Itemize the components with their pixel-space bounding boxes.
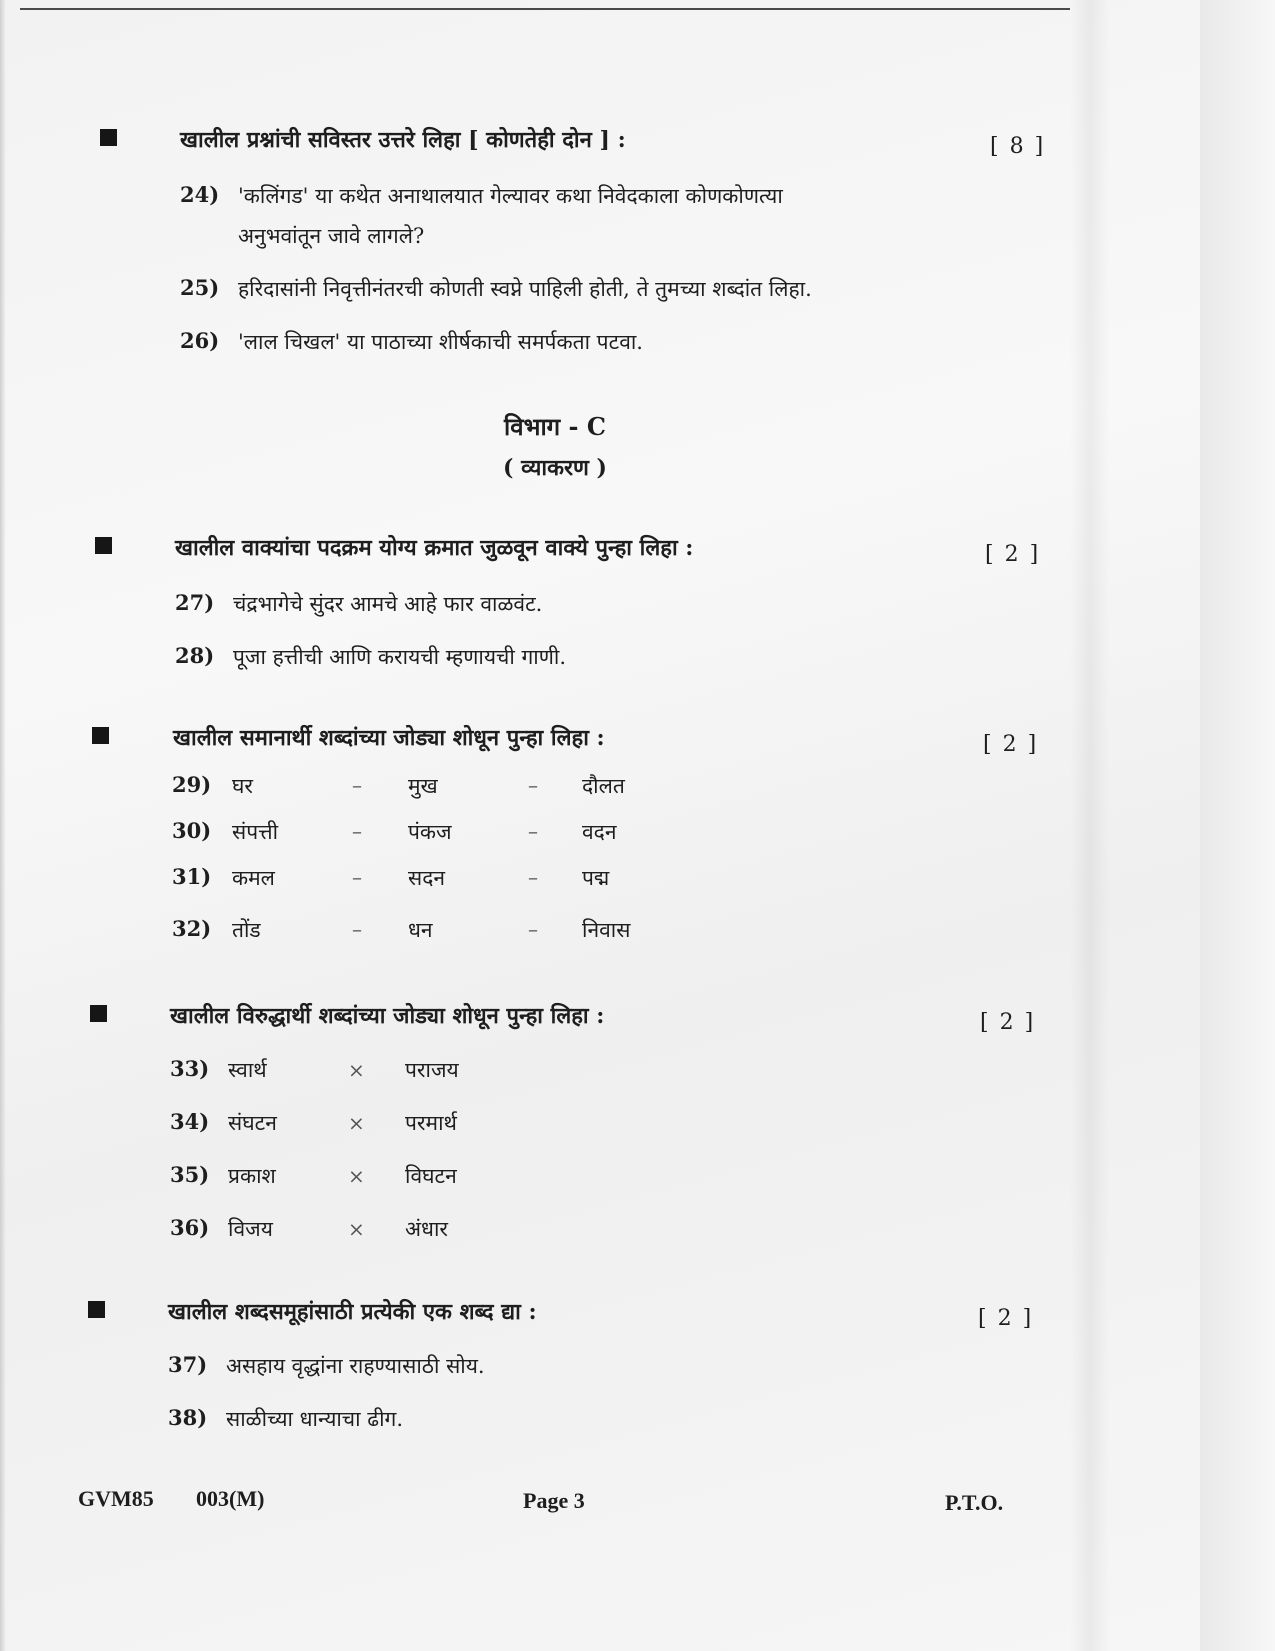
word-col2: पंकज (408, 820, 452, 844)
word-col1: कमल (232, 866, 275, 890)
section-bullet (88, 1301, 105, 1318)
dash-separator: – (528, 819, 538, 843)
word-col1: विजय (228, 1217, 273, 1241)
section-heading-antonyms: खालील विरुद्धार्थी शब्दांच्या जोड्या शोधून पुन्हा लिहा : (170, 1003, 605, 1029)
word-col3: निवास (582, 918, 631, 942)
left-edge-line (0, 0, 6, 1651)
dash-separator: – (352, 865, 362, 889)
dash-separator: – (352, 773, 362, 797)
section-bullet (100, 129, 117, 146)
marks-badge: [ 2 ] (980, 1010, 1036, 1035)
section-heading-one-word: खालील शब्दसमूहांसाठी प्रत्येकी एक शब्द द्या : (168, 1299, 537, 1325)
cross-separator: × (348, 1217, 365, 1241)
question-text: साळीच्या धान्याचा ढीग. (226, 1407, 404, 1431)
section-heading-long-answers: खालील प्रश्नांची सविस्तर उत्तरे लिहा [ कोणतेही दोन ] : (180, 127, 626, 153)
footer-page-number: Page 3 (523, 1488, 585, 1513)
section-bullet (92, 727, 109, 744)
word-col1: घर (232, 774, 253, 798)
word-col1: संपत्ती (232, 820, 279, 844)
section-heading-reorder: खालील वाक्यांचा पदक्रम योग्य क्रमात जुळवून वाक्ये पुन्हा लिहा : (175, 535, 694, 561)
question-text: असहाय वृद्धांना राहण्यासाठी सोय. (226, 1354, 485, 1378)
question-number: 36) (170, 1215, 210, 1240)
question-text: 'लाल चिखल' या पाठाच्या शीर्षकाची समर्पकता पटवा. (238, 330, 643, 354)
dash-separator: – (528, 773, 538, 797)
marks-badge: [ 2 ] (983, 732, 1039, 757)
question-number: 37) (168, 1352, 208, 1377)
question-number: 28) (175, 643, 215, 668)
division-subtitle: ( व्याकरण ) (503, 455, 607, 481)
question-text: चंद्रभागेचे सुंदर आमचे आहे फार वाळवंट. (233, 592, 543, 616)
question-text-continued: अनुभवांतून जावे लागले? (238, 224, 425, 248)
question-number: 35) (170, 1162, 210, 1187)
word-col2: धन (408, 918, 433, 942)
word-col2: विघटन (405, 1164, 457, 1188)
word-col1: तोंड (232, 918, 261, 942)
footer-code: GVM85 (78, 1486, 154, 1511)
question-number: 31) (172, 864, 212, 889)
word-col1: स्वार्थ (228, 1058, 267, 1082)
question-text: 'कलिंगड' या कथेत अनाथालयात गेल्यावर कथा निवेदकाला कोणकोणत्या (238, 184, 783, 208)
marks-badge: [ 8 ] (990, 134, 1046, 159)
footer-pto: P.T.O. (945, 1490, 1004, 1515)
dash-separator: – (352, 819, 362, 843)
question-number: 25) (180, 275, 220, 300)
word-col2: अंधार (405, 1217, 448, 1241)
section-bullet (90, 1005, 107, 1022)
question-number: 30) (172, 818, 212, 843)
cross-separator: × (348, 1164, 365, 1188)
dash-separator: – (528, 917, 538, 941)
footer-paper-code: 003(M) (196, 1486, 265, 1511)
question-text: पूजा हत्तीची आणि करायची म्हणायची गाणी. (233, 645, 567, 669)
marks-badge: [ 2 ] (985, 542, 1041, 567)
paper-fold-shadow (1070, 0, 1110, 1651)
word-col2: मुख (408, 774, 438, 798)
section-bullet (95, 537, 112, 554)
page-edge (1200, 0, 1275, 1651)
question-number: 32) (172, 916, 212, 941)
question-number: 24) (180, 182, 220, 207)
division-title: विभाग - C (504, 412, 606, 441)
cross-separator: × (348, 1058, 365, 1082)
question-number: 27) (175, 590, 215, 615)
question-number: 29) (172, 772, 212, 797)
section-heading-synonyms: खालील समानार्थी शब्दांच्या जोड्या शोधून पुन्हा लिहा : (173, 725, 605, 751)
word-col1: प्रकाश (228, 1164, 276, 1188)
word-col1: संघटन (228, 1111, 277, 1135)
dash-separator: – (352, 917, 362, 941)
question-text: हरिदासांनी निवृत्तीनंतरची कोणती स्वप्ने पाहिली होती, ते तुमच्या शब्दांत लिहा. (238, 277, 812, 301)
word-col2: पराजय (405, 1058, 459, 1082)
question-number: 26) (180, 328, 220, 353)
marks-badge: [ 2 ] (978, 1306, 1034, 1331)
word-col3: पद्म (582, 866, 610, 890)
cross-separator: × (348, 1111, 365, 1135)
question-number: 33) (170, 1056, 210, 1081)
word-col3: दौलत (582, 774, 625, 798)
word-col3: वदन (582, 820, 617, 844)
question-number: 34) (170, 1109, 210, 1134)
question-number: 38) (168, 1405, 208, 1430)
dash-separator: – (528, 865, 538, 889)
word-col2: परमार्थ (405, 1111, 457, 1135)
word-col2: सदन (408, 866, 446, 890)
top-edge-line (20, 8, 1070, 10)
